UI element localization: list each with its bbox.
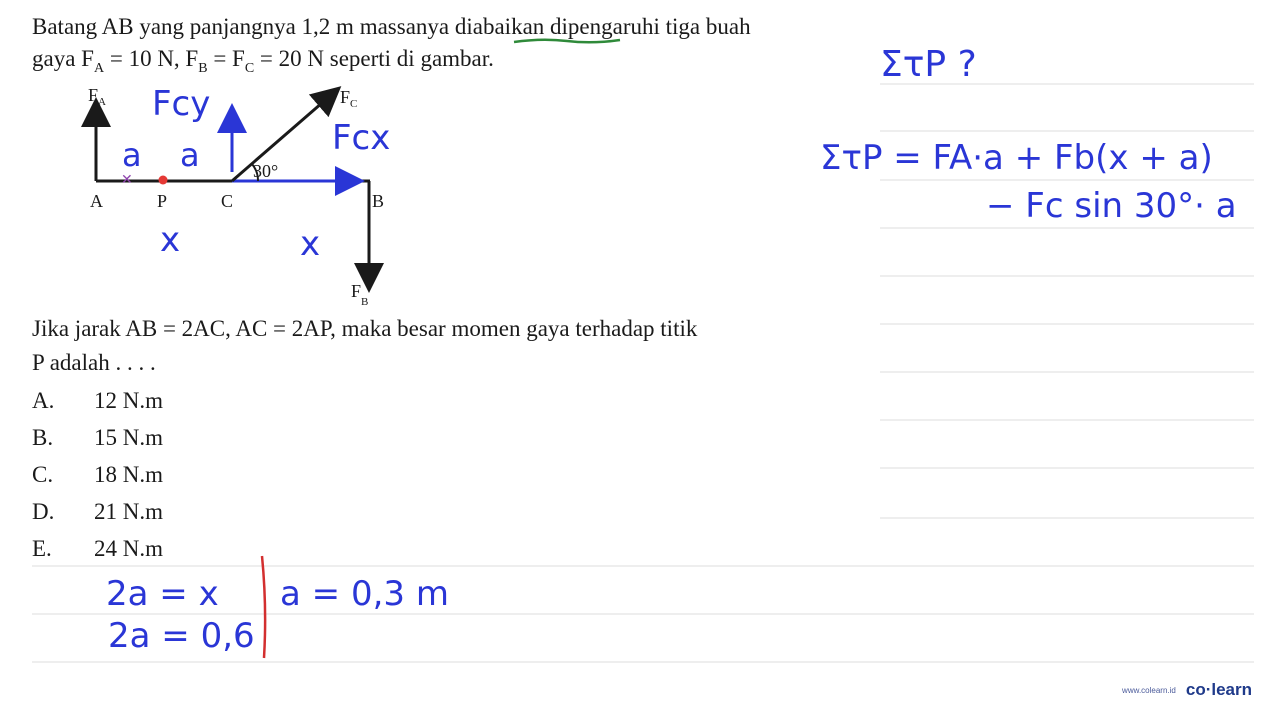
label-text: F [351,281,362,301]
underlined-word: diabaikan [454,14,545,39]
hand-equation-2: − Fc sin 30°· a [986,186,1237,226]
option-value: 18 N.m [94,462,163,487]
brand-site: www.colearn.id [1122,685,1176,695]
label-b: B [372,191,385,211]
subscript: A [98,96,106,108]
subscript: A [93,61,105,76]
option-letter: C. [32,462,54,487]
option-value: 12 N.m [94,388,163,413]
question-text: Batang AB yang panjangnya 1,2 m massanya [32,14,455,39]
question-line-4: P adalah . . . . [32,350,156,375]
point-p-dot [159,176,168,185]
subscript: C [350,98,358,110]
hand-work-2: 2a = 0,6 [108,616,255,656]
question-text: = 20 N seperti di gambar. [254,46,494,71]
hand-a2: a [180,136,200,174]
label-angle: 30° [253,161,279,181]
question-text: dipengaruhi tiga buah [544,14,751,39]
hand-x1: x [160,220,181,260]
hand-divider [258,552,272,662]
label-text: F [340,87,351,107]
question-text: = F [207,46,245,71]
subscript: B [198,61,208,76]
fc-arrow [232,96,330,181]
option-b [32,423,163,453]
option-value: 24 N.m [94,536,163,561]
hand-sum-tau-question: ΣτP ? [880,44,977,85]
label-text: F [88,85,99,105]
hand-fcx: Fcx [332,118,391,158]
option-value: 21 N.m [94,499,163,524]
brand-footer [1122,680,1252,700]
option-c [32,460,163,490]
hand-work-3: a = 0,3 m [280,574,449,614]
label-fc [340,82,357,119]
label-c: C [221,191,234,211]
question-line-3: Jika jarak AB = 2AC, AC = 2AP, maka besar momen gaya terhadap titik [32,316,698,341]
hand-equation-1: ΣτP = FA·a + Fb(x + a) [820,138,1213,178]
point-a-mark: ✕ [121,172,133,188]
option-a [32,386,163,416]
hand-fcy: Fcy [152,84,211,124]
subscript: C [244,61,255,76]
option-e [32,534,163,564]
option-letter: B. [32,425,54,450]
hand-x2: x [300,224,321,264]
label-p: P [157,191,168,211]
label-fa [88,80,106,117]
option-d [32,497,163,527]
option-value: 15 N.m [94,425,163,450]
label-a: A [90,191,103,211]
subscript: B [361,296,369,308]
option-letter: E. [32,536,52,561]
colearn-logo: co·learn [1185,680,1252,699]
label-fb [351,276,368,317]
option-letter: A. [32,388,55,413]
question-text: gaya F [32,46,94,71]
option-letter: D. [32,499,55,524]
hand-a1: a [122,136,142,174]
hand-work-1: 2a = x [106,574,219,614]
question-text: = 10 N, F [104,46,199,71]
